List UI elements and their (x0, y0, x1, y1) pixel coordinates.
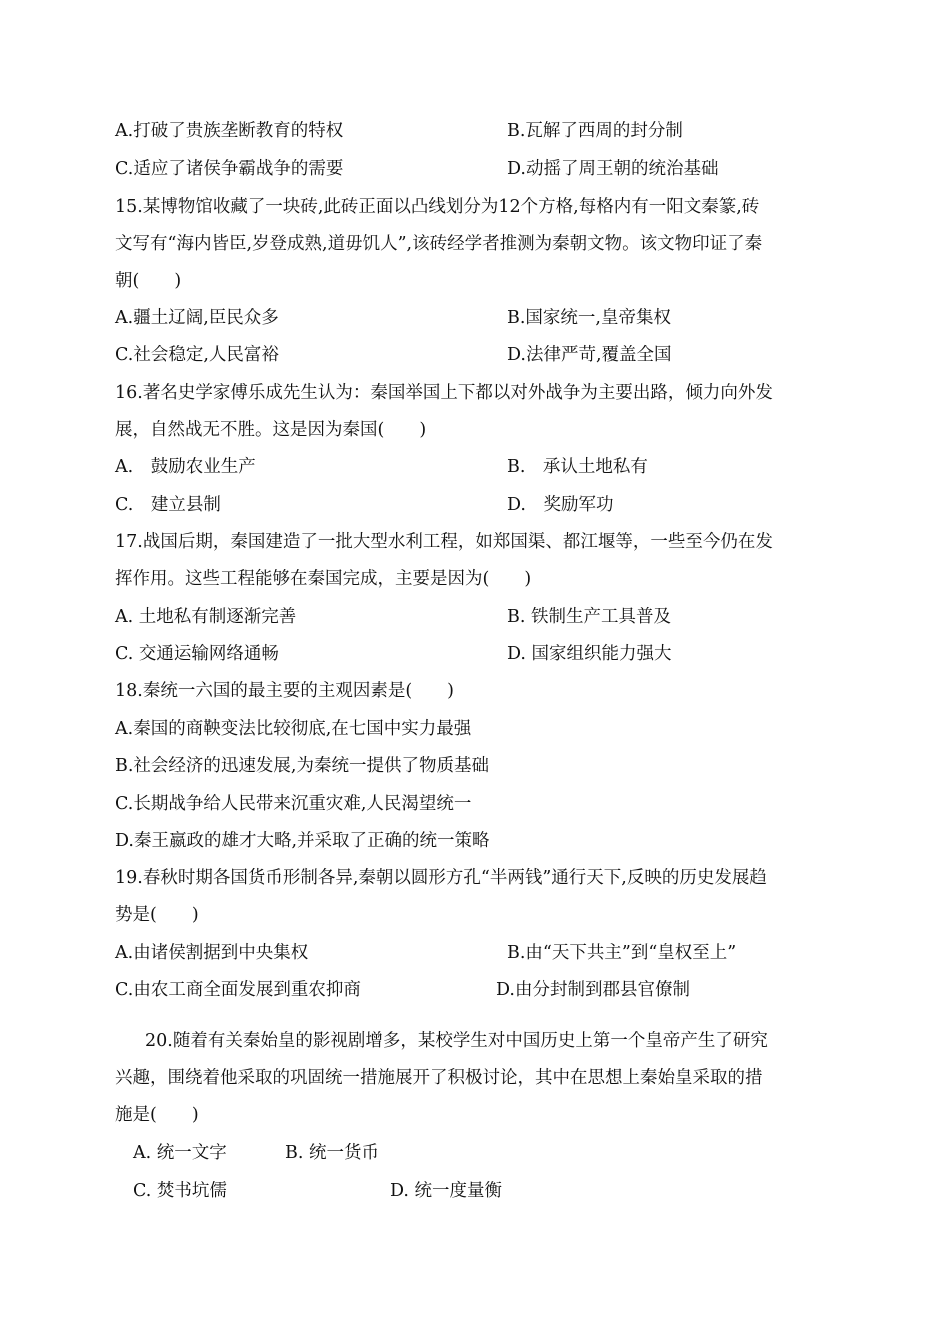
q18-option-d: D.秦王嬴政的雄才大略,并采取了正确的统一策略 (115, 831, 490, 851)
q19-option-b: B.由“天下共主”到“皇权至上” (507, 943, 737, 963)
q18-stem: 18.秦统一六国的最主要的主观因素是( ) (115, 681, 454, 701)
q15-option-c: C.社会稳定,人民富裕 (115, 345, 279, 365)
q15-stem-line-3: 朝( ) (115, 271, 182, 291)
q16-option-b: B. 承认土地私有 (507, 457, 648, 477)
q15-option-a: A.疆土辽阔,臣民众多 (115, 308, 279, 328)
q16-option-d: D. 奖励军功 (507, 495, 614, 515)
q15-stem-line-2: 文写有“海内皆臣,岁登成熟,道毋饥人”,该砖经学者推测为秦朝文物。该文物印证了秦 (115, 234, 763, 254)
q14-option-b: B.瓦解了西周的封分制 (507, 121, 683, 141)
q18-option-b: B.社会经济的迅速发展,为秦统一提供了物质基础 (115, 756, 489, 776)
q20-option-b: B. 统一货币 (285, 1143, 379, 1163)
q18-option-c: C.长期战争给人民带来沉重灾难,人民渴望统一 (115, 794, 472, 814)
q20-option-d: D. 统一度量衡 (390, 1181, 503, 1201)
q17-stem-line-2: 挥作用。这些工程能够在秦国完成，主要是因为( ) (115, 569, 532, 589)
q20-option-c: C. 焚书坑儒 (133, 1181, 227, 1201)
q17-option-d: D. 国家组织能力强大 (507, 644, 672, 664)
q16-stem-line-1: 16.著名史学家傅乐成先生认为：秦国举国上下都以对外战争为主要出路，倾力向外发 (115, 383, 773, 403)
q19-option-d: D.由分封制到郡县官僚制 (496, 980, 690, 1000)
q18-option-a: A.秦国的商鞅变法比较彻底,在七国中实力最强 (115, 719, 472, 739)
q20-stem-line-2: 兴趣，围绕着他采取的巩固统一措施展开了积极讨论，其中在思想上秦始皇采取的措 (115, 1068, 763, 1088)
q20-option-a: A. 统一文字 (133, 1143, 227, 1163)
q20-stem-line-3: 施是( ) (115, 1105, 199, 1125)
q14-option-d: D.动摇了周王朝的统治基础 (507, 159, 719, 179)
q17-option-b: B. 铁制生产工具普及 (507, 607, 671, 627)
q17-option-c: C. 交通运输网络通畅 (115, 644, 279, 664)
q19-option-a: A.由诸侯割据到中央集权 (115, 943, 309, 963)
q14-option-c: C.适应了诸侯争霸战争的需要 (115, 159, 344, 179)
q16-option-c: C. 建立县制 (115, 495, 221, 515)
q14-option-a: A.打破了贵族垄断教育的特权 (115, 121, 344, 141)
q17-stem-line-1: 17.战国后期，秦国建造了一批大型水利工程，如郑国渠、都江堰等，一些至今仍在发 (115, 532, 773, 552)
q15-option-b: B.国家统一,皇帝集权 (507, 308, 671, 328)
q19-option-c: C.由农工商全面发展到重农抑商 (115, 980, 361, 1000)
q15-option-d: D.法律严苛,覆盖全国 (507, 345, 672, 365)
q16-option-a: A. 鼓励农业生产 (115, 457, 256, 477)
q16-stem-line-2: 展，自然战无不胜。这是因为秦国( ) (115, 420, 427, 440)
q15-stem-line-1: 15.某博物馆收藏了一块砖,此砖正面以凸线划分为12个方格,每格内有一阳文秦篆,砖 (115, 197, 760, 217)
q19-stem-line-1: 19.春秋时期各国货币形制各异,秦朝以圆形方孔“半两钱”通行天下,反映的历史发展趋 (115, 868, 767, 888)
q20-stem-line-1: 20.随着有关秦始皇的影视剧增多，某校学生对中国历史上第一个皇帝产生了研究 (145, 1031, 768, 1051)
q19-stem-line-2: 势是( ) (115, 905, 199, 925)
q17-option-a: A. 土地私有制逐渐完善 (115, 607, 297, 627)
